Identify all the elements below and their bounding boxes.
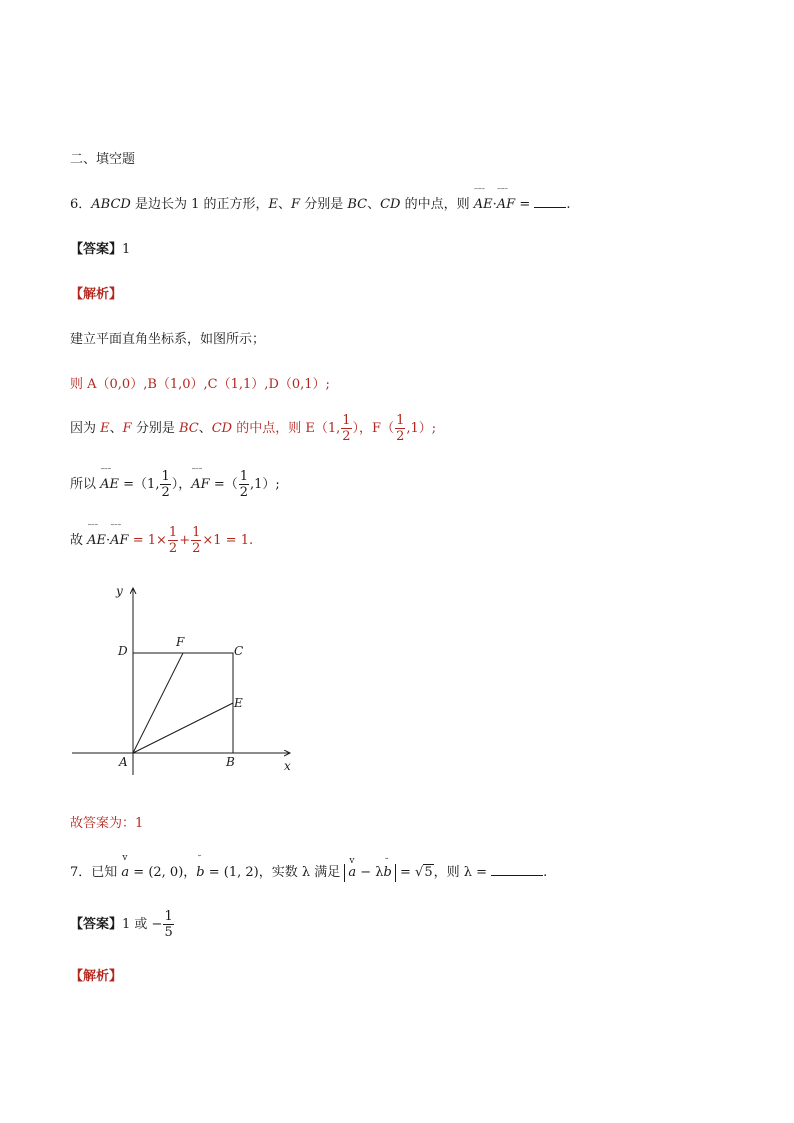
label-c: C (234, 644, 244, 658)
question-7: 7．已知 v a = (2, 0)，˘ b = (1, 2)，实数 λ 满足 v a − λ˘ b = √5，则 λ = . (70, 861, 547, 882)
answer-label: 【答案】 (70, 242, 123, 257)
analysis-line-4: 所以 ˜˜˜ AE =（1, $\frac{1}{2}$ ），˜˜˜ AF =（ $\frac{1}{2}$ ,1）; (70, 470, 280, 499)
label-b: B (226, 755, 235, 769)
vector-af: ˜˜˜ AF (191, 477, 209, 492)
fraction-half: $\frac{1}{2}$ (342, 413, 351, 444)
fraction-half: $\frac{1}{2}$ (168, 525, 178, 556)
vector-ae: ˜˜˜ AE (100, 477, 119, 492)
answer-value: 1 (122, 242, 131, 257)
analysis-line-5: 故 ˜˜˜ AE·˜˜˜ AF = 1× $\frac{1}{2}$ + $\frac{1}{2}$ ×1 = 1. (70, 526, 253, 555)
answer-6 (70, 238, 130, 257)
coordinate-figure (68, 580, 308, 780)
answer-label: 【答案】 (70, 917, 123, 932)
vector-af: ˜˜˜ AF (497, 197, 515, 212)
label-y: y (116, 584, 123, 598)
sqrt-5: √5 (415, 865, 433, 880)
vector-ae: ˜˜˜ AE (87, 533, 106, 548)
analysis-line-1: 建立平面直角坐标系，如图所示； (70, 332, 266, 347)
fraction-half: $\frac{1}{2}$ (161, 469, 170, 500)
label-x: x (284, 759, 291, 773)
label-a: A (119, 755, 128, 769)
vector-ae: ˜˜˜ AE (474, 197, 493, 212)
absolute-value: v a − λ˘ b (344, 864, 396, 882)
segment-af (133, 653, 183, 753)
analysis-label-7: 【解析】 (70, 969, 123, 984)
question-6: 6．ABCD 是边长为 1 的正方形，E、F 分别是 BC、CD 的中点，则 ˜˜˜ AE·˜˜˜ AF = . (70, 193, 571, 212)
square-abcd (133, 653, 233, 753)
answer-blank (491, 874, 543, 876)
answer-blank (534, 206, 566, 208)
question-number: 6． (70, 197, 92, 212)
label-d: D (118, 644, 128, 658)
fraction-half: $\frac{1}{2}$ (239, 469, 248, 500)
fraction-half: $\frac{1}{2}$ (192, 525, 201, 556)
vector-a: v a (121, 865, 129, 880)
fraction-half: $\frac{1}{2}$ (396, 413, 405, 444)
answer-7: 【答案】1 或 − $\frac{1}{5}$ (70, 909, 173, 940)
final-answer-6: 故答案为：1 (70, 816, 144, 831)
vector-af: ˜˜˜ AF (110, 533, 128, 548)
fraction-fifth: $\frac{1}{5}$ (164, 909, 173, 940)
section-title: 二、填空题 (70, 152, 136, 167)
analysis-line-3: 因为 E、F 分别是 BC、CD 的中点，则 E（1, $\frac{1}{2}$ ），F（ $\frac{1}{2}$ ,1）; (70, 413, 437, 444)
vector-b: ˘ b (196, 865, 204, 880)
label-e: E (234, 696, 243, 710)
analysis-label: 【解析】 (70, 287, 123, 302)
analysis-line-2: 则 A（0,0）,B（1,0）,C（1,1）,D（0,1）; (70, 377, 330, 392)
segment-ae (133, 703, 233, 753)
label-f: F (176, 635, 185, 649)
